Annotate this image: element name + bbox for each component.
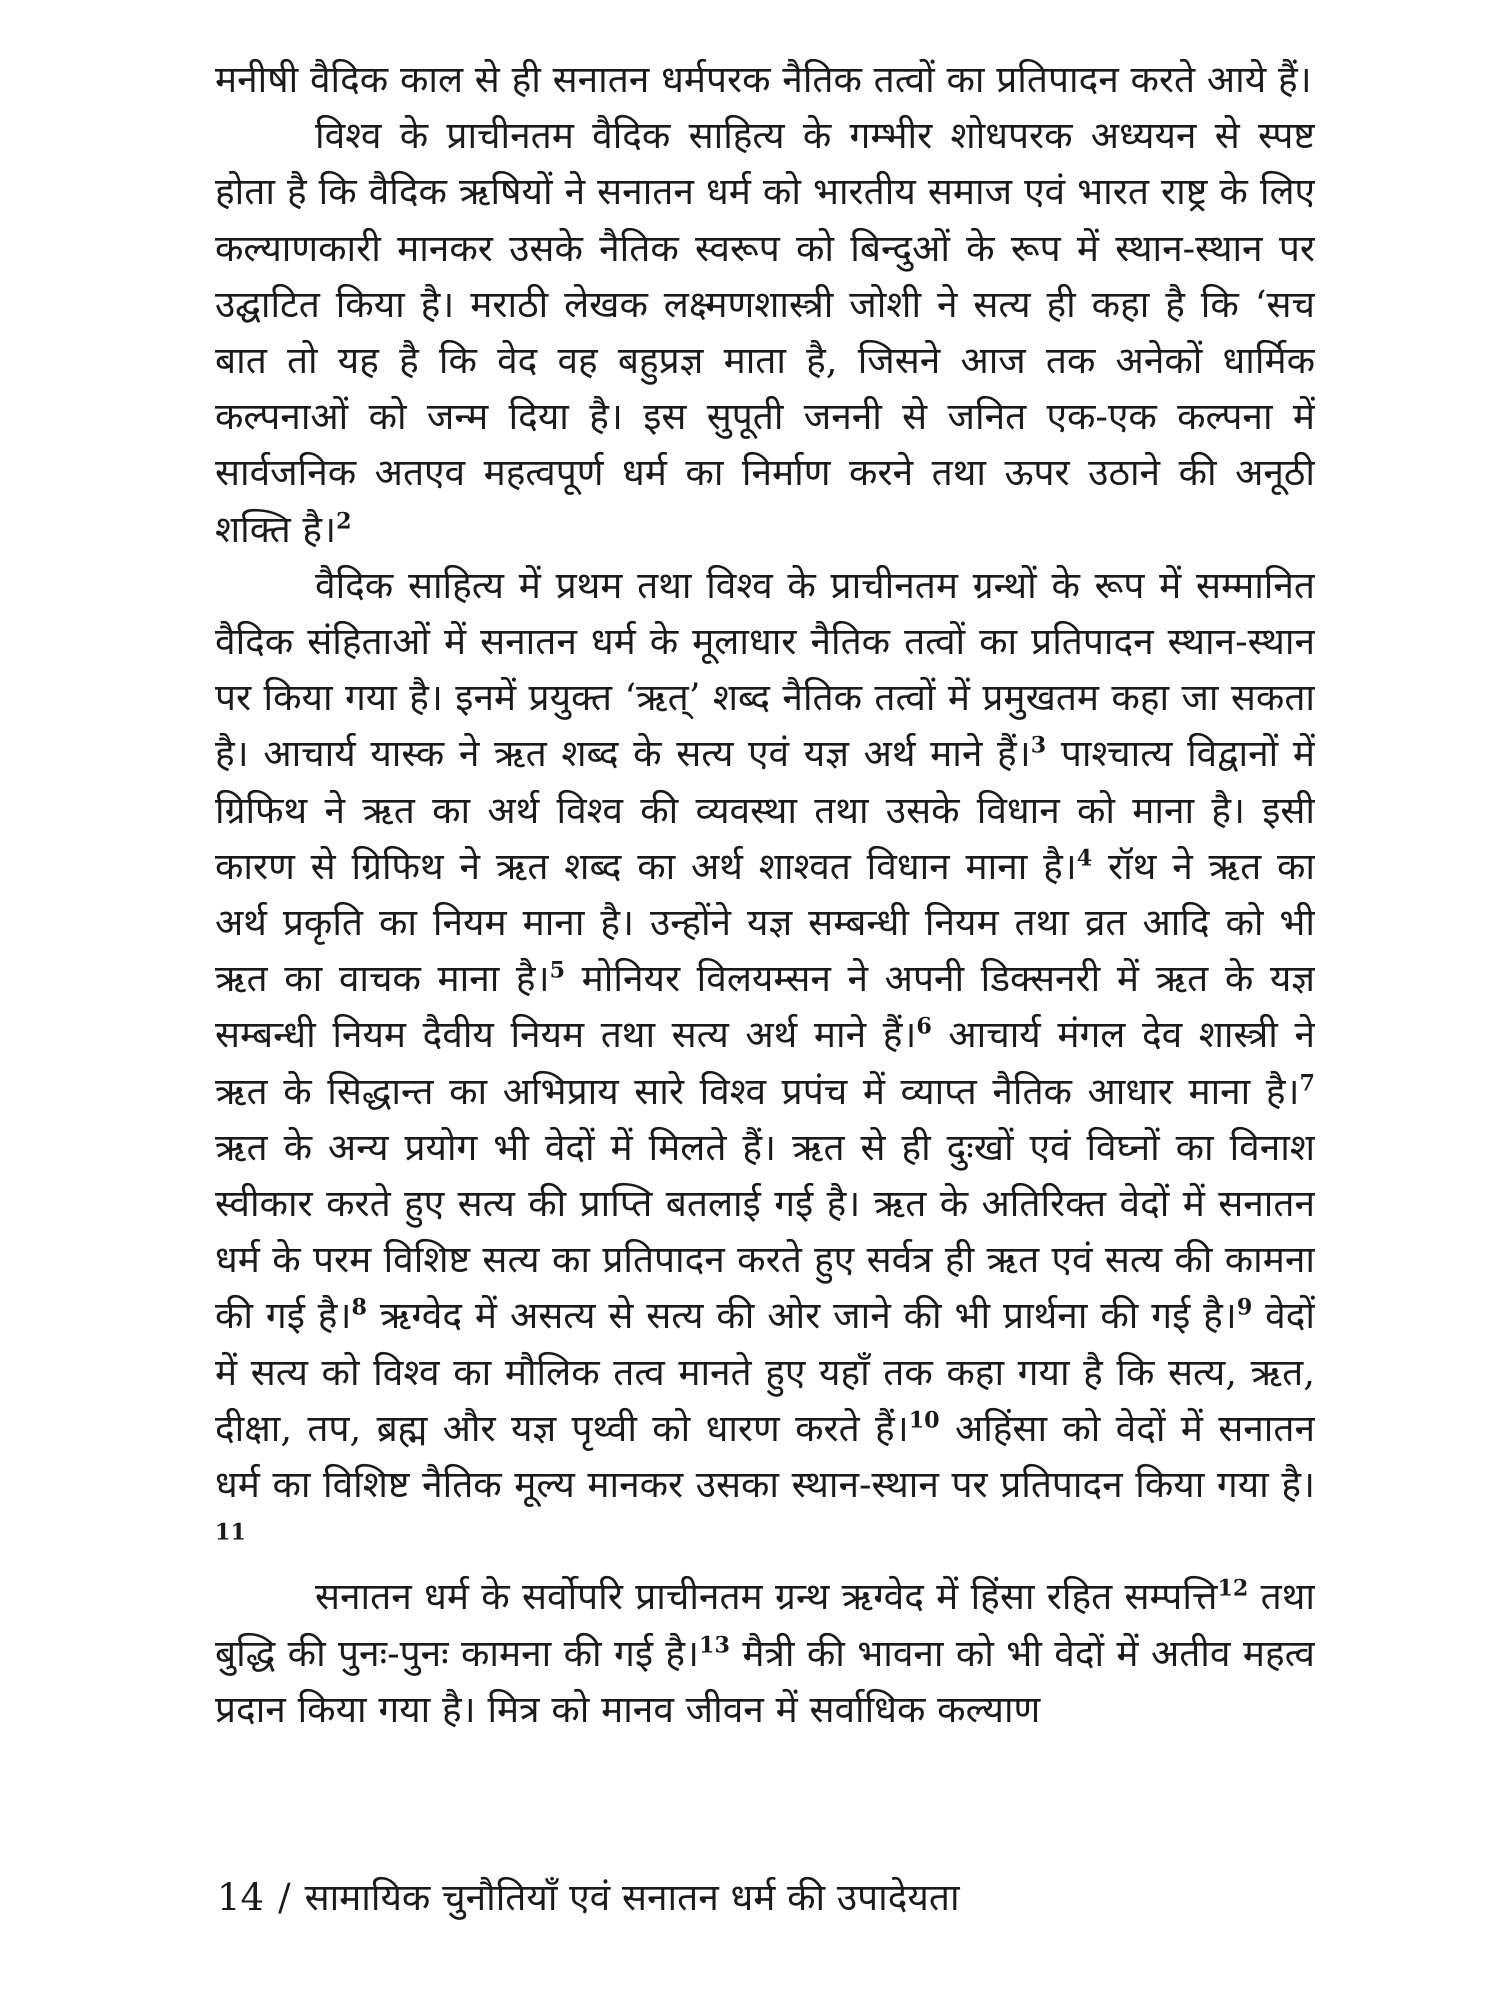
paragraph-1 [215,52,1315,108]
paragraph-2 [215,108,1315,558]
page-number: 14 [217,1876,265,1919]
paragraph-3-sentence: वेदों में सत्य को विश्व का मौलिक तत्व मानते हुए यहाँ तक कहा गया है कि सत्य, ऋत, दीक्षा, तप, ब्रह्म और यज्ञ पृथ्वी को धारण करते हैं। [215,1294,1315,1450]
book-page [215,52,1315,1992]
paragraph-3-sentence: रॉथ ने ऋत का अर्थ प्रकृति का नियम माना है। उन्होंने यज्ञ सम्बन्धी नियम तथा व्रत आदि को भी ऋत का वाचक माना है। [215,844,1315,1001]
footnote-marker: 9 [1236,1295,1253,1322]
footnote-marker: 11 [215,1519,246,1546]
book-title: सामायिक चुनौतियाँ एवं सनातन धर्म की उपादेयता [304,1876,960,1919]
footnote-marker: 8 [351,1295,367,1322]
paragraph-3-sentence: अहिंसा को वेदों में सनातन धर्म का विशिष्ट नैतिक मूल्य मानकर उसका स्थान-स्थान पर प्रतिपादन किया गया है। [215,1406,1315,1507]
paragraph-3-sentence: ऋग्वेद में असत्य से सत्य की ओर जाने की भी प्रार्थना की गई है। [366,1294,1237,1338]
paragraph-4-sentence: सनातन धर्म के सर्वोपरि प्राचीनतम ग्रन्थ ऋग्वेद में हिंसा रहित सम्पत्ति [315,1575,1218,1619]
paragraph-3-sentence: वैदिक साहित्य में प्रथम तथा विश्व के प्राचीनतम ग्रन्थों के रूप में सम्मानित वैदिक संहिताओं में सनातन धर्म के मूलाधार नैतिक तत्वों का प्रतिपादन स्थान-स्थान पर किया गया है। इनमें प्रयुक्त ‘ऋत्’ शब्द नैतिक तत्वों में प्रमुखतम कहा जा सकता है। आचार्य यास्क ने ऋत शब्द के सत्य एवं यज्ञ अर्थ माने हैं। [215,563,1315,776]
paragraph-4 [215,1569,1315,1738]
footnote-marker: 4 [1076,845,1093,872]
paragraph-3-sentence: ऋत के अन्य प्रयोग भी वेदों में मिलते हैं। ऋत से ही दुःखों एवं विघ्नों का विनाश स्वीकार करते हुए सत्य की प्राप्ति बतलाई गई है। ऋत के अतिरिक्त वेदों में सनातन धर्म के परम विशिष्ट सत्य का प्रतिपादन करते हुए सर्वत्र ही ऋत एवं सत्य की कामना की गई है। [215,1125,1315,1338]
footnote-marker: 12 [1217,1576,1249,1603]
footer-separator: / [278,1876,291,1919]
page-footer [217,1870,1317,1926]
paragraph-3-sentence: मोनियर विलयम्सन ने अपनी डिक्सनरी में ऋत के यज्ञ सम्बन्धी नियम दैवीय नियम तथा सत्य अर्थ माने हैं। [215,957,1315,1057]
paragraph-3-sentence: आचार्य मंगल देव शास्त्री ने ऋत के सिद्धान्त का अभिप्राय सारे विश्व प्रपंच में व्याप्त नैतिक आधार माना है। [215,1013,1315,1113]
footnote-marker: 10 [908,1407,940,1434]
footnote-marker: 5 [549,957,566,984]
paragraph-1-text: मनीषी वैदिक काल से ही सनातन धर्मपरक नैतिक तत्वों का प्रतिपादन करते आये हैं। [215,58,1312,101]
paragraph-3 [215,558,1315,1570]
footnote-marker: 13 [699,1632,730,1659]
paragraph-4-sentence: तथा बुद्धि की पुनः-पुनः कामना की गई है। [215,1575,1315,1675]
paragraph-3-sentence: पाश्चात्य विद्वानों में ग्रिफिथ ने ऋत का अर्थ विश्व की व्यवस्था तथा उसके विधान को माना है। इसी कारण से ग्रिफिथ ने ऋत शब्द का अर्थ शाश्वत विधान माना है। [215,732,1315,888]
footnote-marker: 3 [1030,733,1047,760]
paragraph-4-sentence: मैत्री की भावना को भी वेदों में अतीव महत्व प्रदान किया गया है। मित्र को मानव जीवन में सर्वाधिक कल्याण [215,1631,1315,1731]
footnote-marker: 7 [1299,1070,1315,1097]
footnote-marker: 2 [336,508,352,535]
footnote-marker: 6 [916,1014,932,1041]
paragraph-2-text: विश्व के प्राचीनतम वैदिक साहित्य के गम्भीर शोधपरक अध्ययन से स्पष्ट होता है कि वैदिक ऋषियों ने सनातन धर्म को भारतीय समाज एवं भारत राष्ट्र के लिए कल्याणकारी मानकर उसके नैतिक स्वरूप को बिन्दुओं के रूप में स्थान-स्थान पर उद्घाटित किया है। मराठी लेखक लक्ष्मणशास्त्री जोशी ने सत्य ही कहा है कि ‘सच बात तो यह है कि वेद वह बहुप्रज्ञ माता है, जिसने आज तक अनेकों धार्मिक कल्पनाओं को जन्म दिया है। इस सुपूती जननी से जनित एक-एक कल्पना में सार्वजनिक अतएव महत्वपूर्ण धर्म का निर्माण करने तथा ऊपर उठाने की अनूठी शक्ति है। [215,114,1315,551]
